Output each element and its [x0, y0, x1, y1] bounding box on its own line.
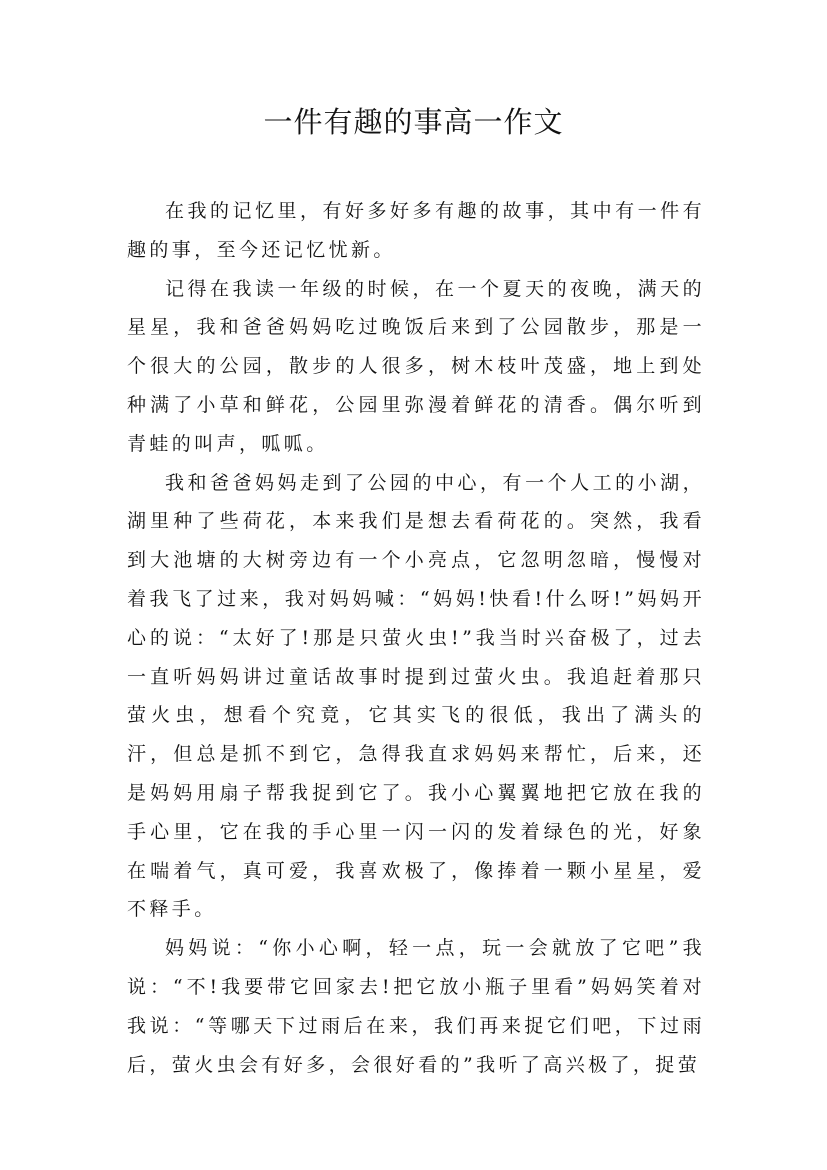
paragraph-4: 妈妈说：“你小心啊，轻一点，玩一会就放了它吧”我说：“不!我要带它回家去!把它放小瓶子里看”妈妈笑着对我说：“等哪天下过雨后在来，我们再来捉它们吧，下过雨后，萤火虫会有好多，会很好看的”我听了高兴极了，捉萤: [127, 937, 705, 1076]
paragraph-3: 我和爸爸妈妈走到了公园的中心，有一个人工的小湖，湖里种了些荷花，本来我们是想去看荷花的。突然，我看到大池塘的大树旁边有一个小亮点，它忽明忽暗，慢慢对着我飞了过来，我对妈妈喊：“妈妈!快看!什么呀!”妈妈开心的说：“太好了!那是只萤火虫!”我当时兴奋极了，过去一直听妈妈讲过童话故事时提到过萤火虫。我追赶着那只萤火虫，想看个究竟，它其实飞的很低，我出了满头的汗，但总是抓不到它，急得我直求妈妈来帮忙，后来，还是妈妈用扇子帮我捉到它了。我小心翼翼地把它放在我的手心里，它在我的手心里一闪一闪的发着绿色的光，好象在喘着气，真可爱，我喜欢极了，像捧着一颗小星星，爱不释手。: [127, 471, 705, 921]
paragraph-1: 在我的记忆里，有好多好多有趣的故事，其中有一件有趣的事，至今还记忆忧新。: [127, 200, 705, 261]
document-title: 一件有趣的事高一作文: [263, 105, 564, 139]
paragraph-2: 记得在我读一年级的时候，在一个夏天的夜晚，满天的星星，我和爸爸妈妈吃过晚饭后来到了公园散步，那是一个很大的公园，散步的人很多，树木枝叶茂盛，地上到处种满了小草和鲜花，公园里弥漫着鲜花的清香。偶尔听到青蛙的叫声，呱呱。: [127, 277, 705, 455]
document-body: [127, 192, 705, 1084]
